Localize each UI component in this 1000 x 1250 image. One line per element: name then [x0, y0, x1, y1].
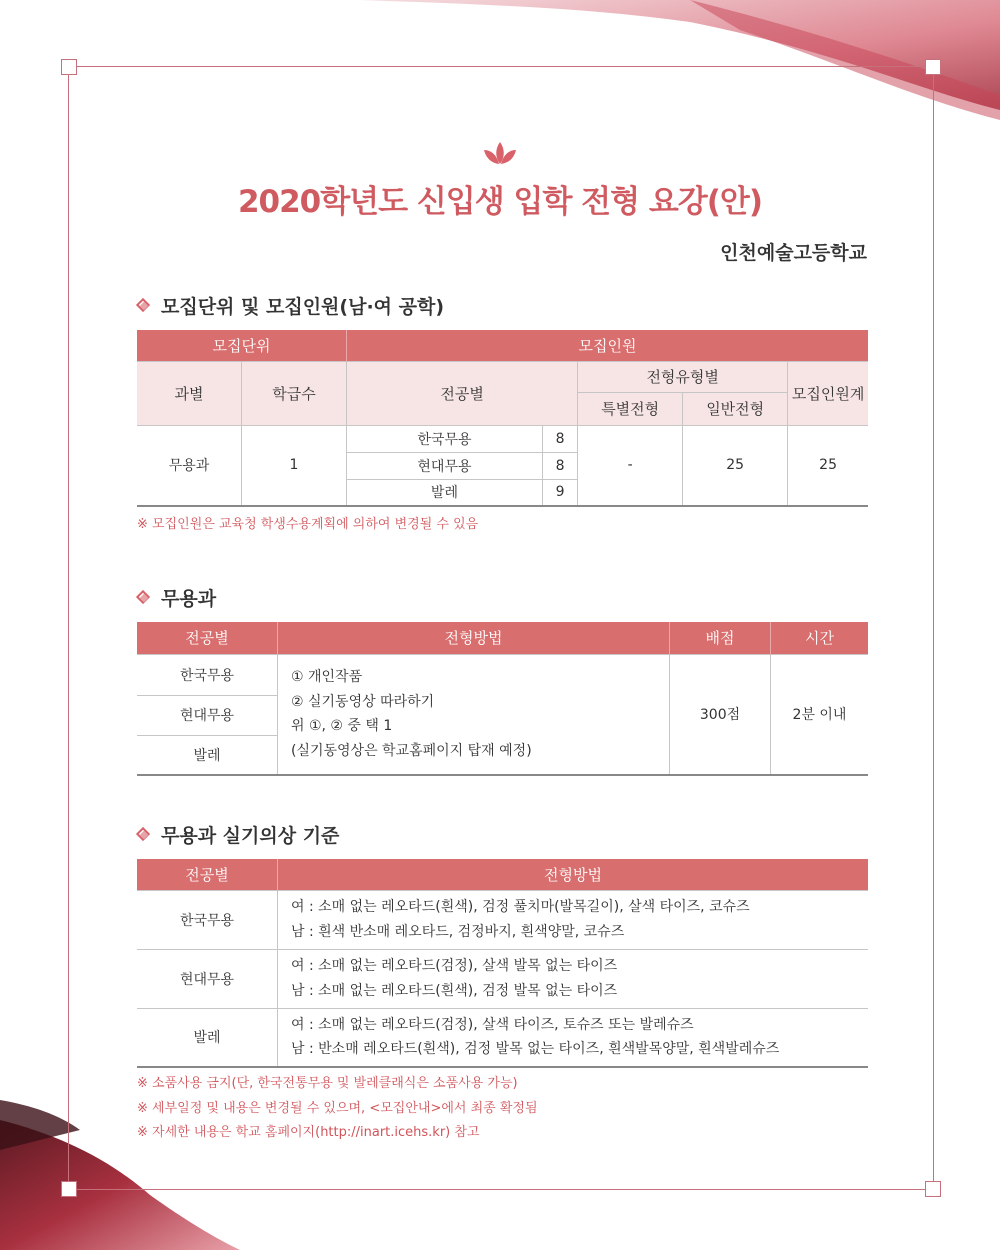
method-line: ① 개인작품 [291, 669, 363, 686]
cell-major: 한국무용 [137, 654, 278, 695]
section-heading-recruitment [137, 292, 444, 319]
costume-female: 여 : 소매 없는 레오타드(검정), 살색 타이즈, 토슈즈 또는 발레슈즈 [291, 1016, 694, 1033]
diamond-bullet-icon [137, 299, 151, 313]
header-general: 일반전형 [683, 392, 788, 425]
cell-major: 현대무용 [137, 949, 278, 1008]
costume-notes [137, 1072, 538, 1146]
diamond-bullet-icon [137, 591, 151, 605]
cell-major-count: 9 [542, 479, 577, 506]
cell-general: 25 [683, 425, 788, 506]
cell-costume [278, 890, 869, 949]
method-line: (실기동영상은 학교홈페이지 탑재 예정) [291, 742, 532, 759]
header-recruit-unit: 모집단위 [137, 330, 347, 361]
cell-major-count: 8 [542, 452, 577, 479]
section-heading-dance [137, 584, 216, 611]
costume-table [137, 859, 868, 1068]
costume-male: 남 : 흰색 반소매 레오타드, 검정바지, 흰색양말, 코슈즈 [291, 923, 625, 940]
section-heading-text: 모집단위 및 모집인원(남·여 공학) [161, 296, 445, 318]
header-major: 전공별 [137, 859, 278, 890]
header-recruit-count: 모집인원 [347, 330, 869, 361]
costume-female: 여 : 소매 없는 레오타드(흰색), 검정 풀치마(발목길이), 살색 타이즈, 코슈즈 [291, 899, 750, 915]
cell-costume [278, 1008, 869, 1067]
section-heading-text: 무용과 [161, 588, 217, 610]
frame-corner-ornament [61, 1181, 77, 1197]
method-line: 위 ①, ② 중 택 1 [291, 718, 393, 735]
method-line: ② 실기동영상 따라하기 [291, 693, 435, 710]
cell-major-name: 발레 [347, 479, 543, 506]
frame-corner-ornament [925, 59, 941, 75]
section-heading-text: 무용과 실기의상 기준 [161, 825, 340, 847]
header-classes: 학급수 [242, 361, 347, 425]
cell-costume [278, 949, 869, 1008]
page-title: 2020학년도 신입생 입학 전형 요강(안) [237, 184, 763, 220]
note-line: ※ 소품사용 금지(단, 한국전통무용 및 발레클래식은 소품사용 가능) [137, 1076, 518, 1091]
header-method: 전형방법 [278, 859, 869, 890]
note-line: ※ 자세한 내용은 학교 홈페이지(http://inart.icehs.kr) 참고 [137, 1125, 480, 1140]
cell-special: - [578, 425, 683, 506]
dance-method-table [137, 622, 868, 776]
diamond-bullet-icon [137, 828, 151, 842]
cell-time: 2분 이내 [771, 654, 869, 775]
note-line: ※ 세부일정 및 내용은 변경될 수 있으며, <모집안내>에서 최종 확정됨 [137, 1100, 538, 1116]
cell-method [278, 654, 670, 775]
school-name: 인천예술고등학교 [720, 242, 867, 264]
costume-male: 남 : 반소매 레오타드(흰색), 검정 발목 없는 타이즈, 흰색발목양말, 흰색발레슈즈 [291, 1041, 780, 1058]
frame-corner-ornament [925, 1181, 941, 1197]
header-admission-type: 전형유형별 [578, 361, 788, 392]
header-major: 전공별 [347, 361, 578, 425]
cell-major: 현대무용 [137, 695, 278, 735]
cell-major-name: 현대무용 [347, 452, 543, 479]
header-special: 특별전형 [578, 392, 683, 425]
cell-major-count: 8 [542, 425, 577, 452]
header-total: 모집인원계 [788, 361, 868, 425]
cell-major-name: 한국무용 [347, 425, 543, 452]
cell-major: 발레 [137, 1008, 278, 1067]
header-score: 배점 [670, 622, 771, 654]
section-heading-costume [137, 821, 339, 848]
costume-female: 여 : 소매 없는 레오타드(검정), 살색 발목 없는 타이즈 [291, 958, 618, 974]
costume-male: 남 : 소매 없는 레오타드(흰색), 검정 발목 없는 타이즈 [291, 982, 618, 999]
lotus-icon [480, 140, 520, 166]
header-method: 전형방법 [278, 622, 670, 654]
cell-score: 300점 [670, 654, 771, 775]
cell-major: 발레 [137, 735, 278, 775]
cell-dept: 무용과 [137, 425, 242, 506]
header-major: 전공별 [137, 622, 278, 654]
header-dept: 과별 [137, 361, 242, 425]
frame-corner-ornament [61, 59, 77, 75]
cell-classes: 1 [242, 425, 347, 506]
cell-major: 한국무용 [137, 890, 278, 949]
recruitment-note: ※ 모집인원은 교육청 학생수용계획에 의하여 변경될 수 있음 [137, 517, 479, 532]
title-area [0, 140, 1000, 221]
header-time: 시간 [771, 622, 869, 654]
cell-total: 25 [788, 425, 868, 506]
recruitment-table [137, 330, 868, 507]
